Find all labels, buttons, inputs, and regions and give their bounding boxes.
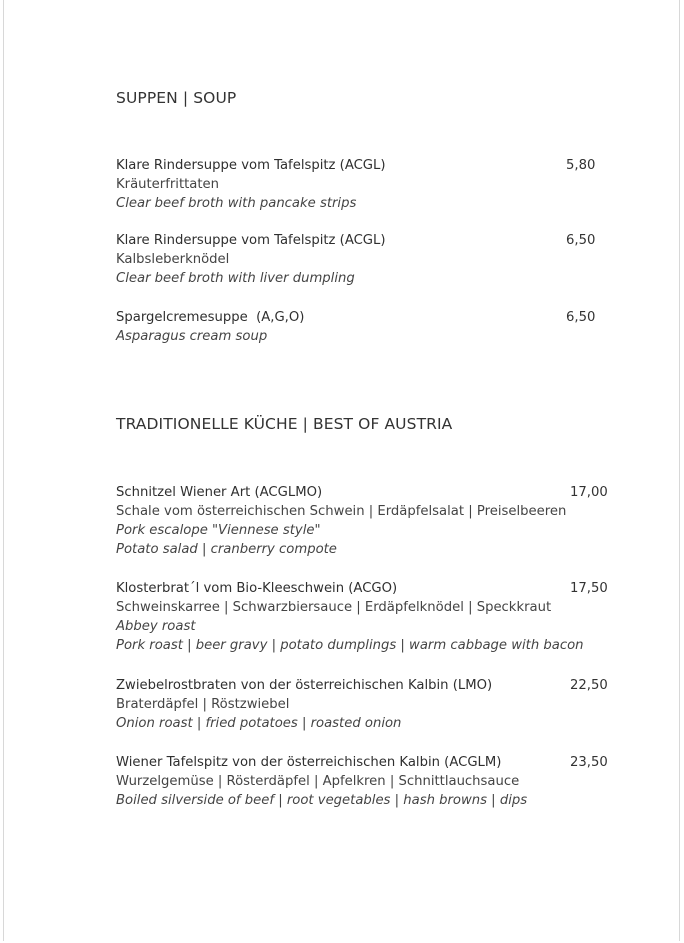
item-price: 17,50 (570, 581, 608, 596)
menu-item (116, 308, 616, 346)
item-english: Boiled silverside of beef | root vegetables | hash browns | dips (116, 793, 528, 808)
item-name: Klare Rindersuppe vom Tafelspitz (ACGL) (116, 233, 386, 248)
item-english: Asparagus cream soup (116, 329, 268, 344)
item-description: Braterdäpfel | Röstzwiebel (116, 697, 290, 712)
item-price: 5,80 (566, 158, 596, 173)
item-price: 22,50 (570, 678, 608, 693)
item-description: Kräuterfrittaten (116, 177, 220, 192)
menu-item (116, 156, 616, 213)
menu-item (116, 579, 616, 655)
item-description: Schweinskarree | Schwarzbiersauce | Erdäpfelknödel | Speckkraut (116, 600, 552, 615)
item-price: 6,50 (566, 233, 596, 248)
item-english: Abbey roast (116, 619, 196, 634)
item-english: Onion roast | fried potatoes | roasted onion (116, 716, 402, 731)
menu-item (116, 483, 616, 559)
item-name: Klosterbrat´l vom Bio-Kleeschwein (ACGO) (116, 581, 398, 596)
item-english: Clear beef broth with pancake strips (116, 196, 357, 211)
item-description: Wurzelgemüse | Rösterdäpfel | Apfelkren | Schnittlauchsauce (116, 774, 520, 789)
menu-item (116, 231, 616, 288)
item-price: 6,50 (566, 310, 596, 325)
item-english: Pork roast | beer gravy | potato dumplings | warm cabbage with bacon (116, 638, 584, 653)
item-price: 17,00 (570, 485, 608, 500)
item-english: Pork escalope "Viennese style" (116, 523, 321, 538)
menu-item (116, 753, 616, 810)
menu-item (116, 676, 616, 733)
item-name: Zwiebelrostbraten von der österreichischen Kalbin (LMO) (116, 678, 493, 693)
item-english: Clear beef broth with liver dumpling (116, 271, 355, 286)
item-name: Spargelcremesuppe (A,G,O) (116, 310, 305, 325)
item-name: Schnitzel Wiener Art (ACGLMO) (116, 485, 323, 500)
item-name: Klare Rindersuppe vom Tafelspitz (ACGL) (116, 158, 386, 173)
item-english: Potato salad | cranberry compote (116, 542, 337, 557)
section-title-soup: SUPPEN | SOUP (116, 89, 237, 107)
item-description: Schale vom österreichischen Schwein | Erdäpfelsalat | Preiselbeeren (116, 504, 567, 519)
section-title-austria: TRADITIONELLE KÜCHE | BEST OF AUSTRIA (116, 415, 453, 433)
item-name: Wiener Tafelspitz von der österreichischen Kalbin (ACGLM) (116, 755, 502, 770)
item-description: Kalbsleberknödel (116, 252, 230, 267)
item-price: 23,50 (570, 755, 608, 770)
